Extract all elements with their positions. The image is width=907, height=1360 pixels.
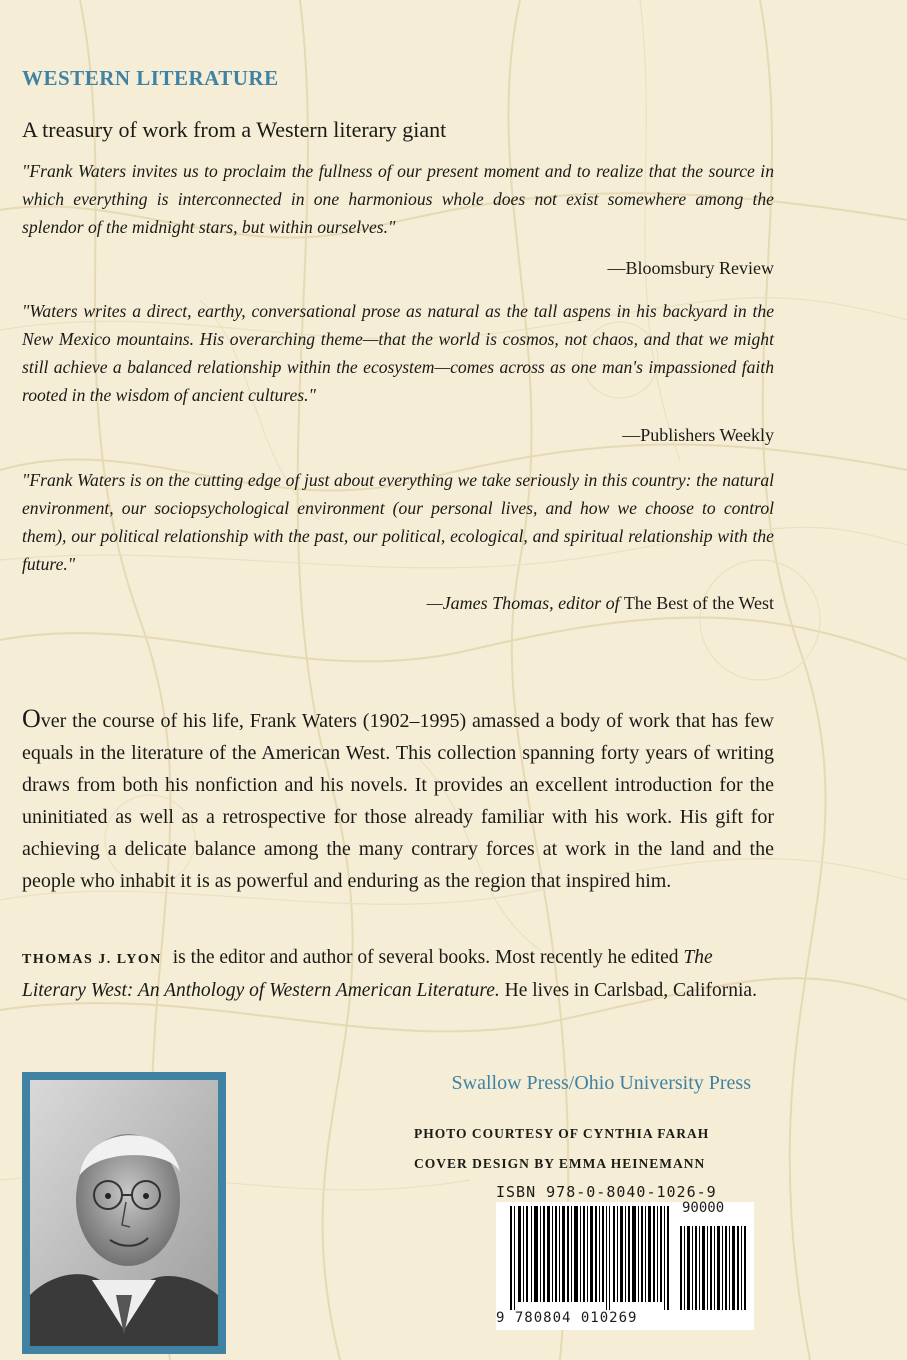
review-quote: "Waters writes a direct, earthy, conversational prose as natural as the tall aspens in his backyard in the New Mexico mountains. His overarching theme—that the world is cosmos, not chaos, and that we might still achieve a balanced relationship within the ecosystem—comes across as one man's impassioned faith rooted in the wisdom of ancient cultures."	[22, 301, 774, 405]
category-label: WESTERN LITERATURE	[22, 66, 279, 90]
price-code: 90000	[682, 1200, 725, 1216]
review-quote: "Frank Waters is on the cutting edge of just about everything we take seriously in this country: the natural environment, our sociopsychological environment (our personal lives, and how we choose to control them), our political relationship with the past, our political, ecological, and spiritual relationship with the future."	[22, 470, 774, 574]
review-attribution: —Bloomsbury Review	[607, 258, 774, 278]
editor-name: THOMAS J. LYON	[22, 952, 162, 967]
bio-text: is the editor and author of several books. Most recently he edited	[172, 947, 679, 968]
review-attribution	[427, 593, 774, 614]
drop-cap: O	[22, 704, 41, 733]
editor-bio	[22, 942, 774, 1006]
cover-design-credit: COVER DESIGN BY EMMA HEINEMANN	[414, 1156, 706, 1171]
bio-text: He lives in Carlsbad, California.	[504, 980, 757, 1001]
author-photo	[22, 1072, 226, 1354]
book-description	[22, 703, 774, 897]
attribution-author: —James Thomas, editor of	[426, 593, 620, 613]
attribution-book-title: The Best of the West	[623, 593, 774, 613]
description-text: ver the course of his life, Frank Waters (1902–1995) amassed a body of work that has few equals in the literature of the American West. This collection spanning forty years of writing draws from both his nonfiction and his novels. It provides an excellent introduction for the uninitiated as well as a retrospective for those already familiar with his work. His gift for achieving a delicate balance among the many contrary forces at work in the land and the people who inhabit it is as powerful and enduring as the region that inspired him.	[22, 710, 774, 892]
publisher-name: Swallow Press/Ohio University Press	[451, 1072, 751, 1094]
photo-credit: PHOTO COURTESY OF CYNTHIA FARAH	[414, 1126, 710, 1141]
isbn-label: ISBN 978-0-8040-1026-9	[496, 1183, 717, 1201]
barcode-number: 9 780804 010269	[496, 1310, 638, 1326]
review-quote: "Frank Waters invites us to proclaim the fullness of our present moment and to realize that the source in which everything is interconnected in one harmonious whole does not exist somewhere among the splendor of the midnight stars, but within ourselves."	[22, 161, 774, 237]
headline: A treasury of work from a Western literary giant	[22, 117, 447, 142]
review-attribution: —Publishers Weekly	[622, 425, 774, 445]
bio-book-title: The Literary West: An Anthology of Western American Literature.	[22, 947, 713, 1001]
author-portrait-image	[30, 1080, 218, 1346]
